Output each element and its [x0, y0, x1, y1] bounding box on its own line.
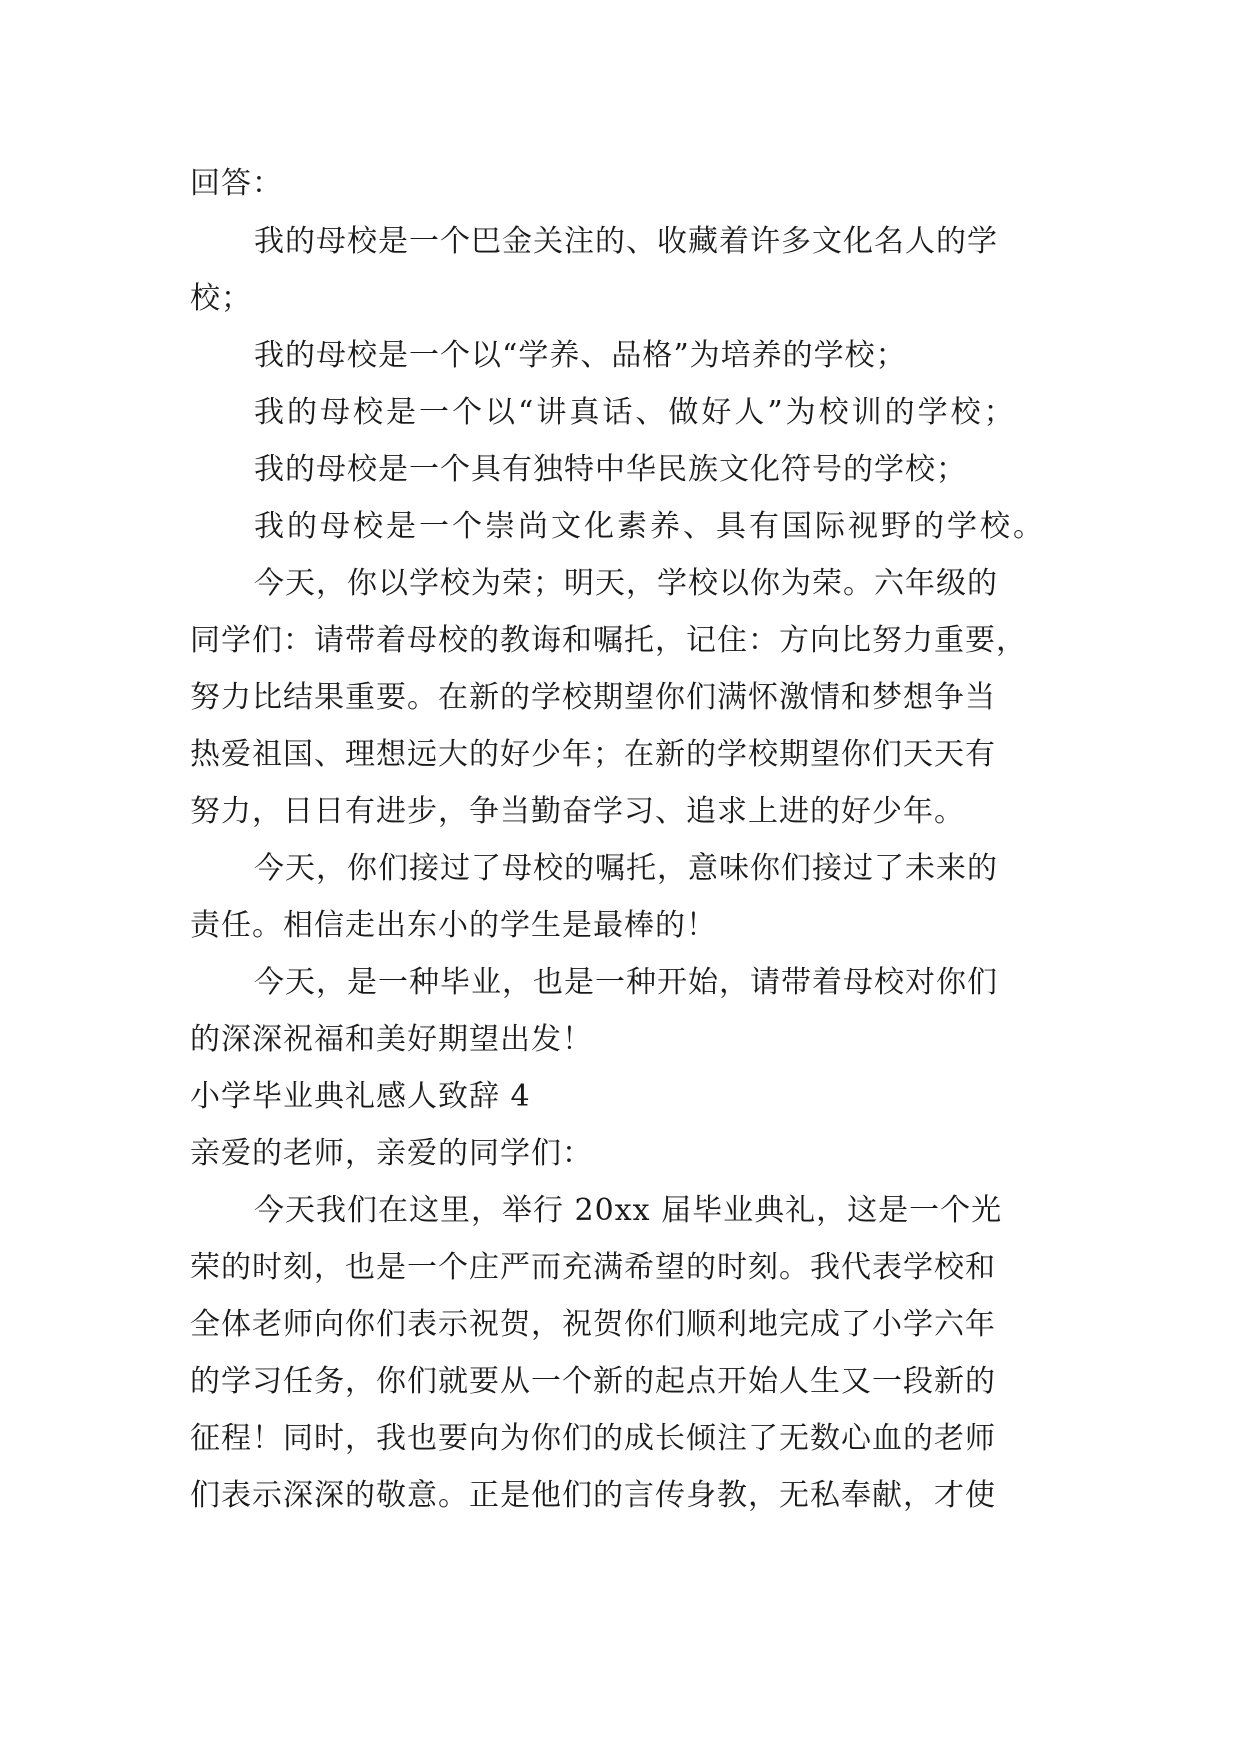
paragraph-line: 努力，日日有进步，争当勤奋学习、追求上进的好少年。 — [190, 794, 965, 829]
paragraph-line: 热爱祖国、理想远大的好少年；在新的学校期望你们天天有 — [190, 737, 996, 772]
paragraph-line: 的学习任务，你们就要从一个新的起点开始人生又一段新的 — [190, 1364, 996, 1399]
paragraph-line: 同学们：请带着母校的教诲和嘱托，记住：方向比努力重要， — [190, 623, 1027, 658]
paragraph-line: 全体老师向你们表示祝贺，祝贺你们顺利地完成了小学六年 — [190, 1307, 996, 1342]
paragraph-line: 今天，是一种毕业，也是一种开始，请带着母校对你们 — [254, 965, 998, 1000]
paragraph-line: 我的母校是一个巴金关注的、收藏着许多文化名人的学 — [254, 224, 998, 259]
paragraph-line: 我的母校是一个崇尚文化素养、具有国际视野的学校。 — [254, 509, 1046, 544]
paragraph-line: 今天，你以学校为荣；明天，学校以你为荣。六年级的 — [254, 566, 998, 601]
paragraph-line: 征程！同时，我也要向为你们的成长倾注了无数心血的老师 — [190, 1421, 996, 1456]
paragraph-line: 校； — [190, 281, 252, 316]
paragraph-line: 我的母校是一个以“学养、品格”为培养的学校； — [254, 338, 907, 373]
paragraph-line: 努力比结果重要。在新的学校期望你们满怀激情和梦想争当 — [190, 680, 996, 715]
paragraph-line: 我的母校是一个具有独特中华民族文化符号的学校； — [254, 452, 967, 487]
paragraph-line: 今天，你们接过了母校的嘱托，意味你们接过了未来的 — [254, 851, 998, 886]
paragraph-line: 荣的时刻，也是一个庄严而充满希望的时刻。我代表学校和 — [190, 1250, 996, 1285]
answer-label: 回答： — [190, 166, 283, 201]
paragraph-line: 的深深祝福和美好期望出发！ — [190, 1022, 593, 1057]
paragraph-line: 我的母校是一个以“讲真话、做好人”为校训的学校； — [254, 395, 1017, 430]
paragraph-line: 责任。相信走出东小的学生是最棒的！ — [190, 908, 717, 943]
paragraph-line: 们表示深深的敬意。正是他们的言传身教，无私奉献，才使 — [190, 1478, 996, 1513]
section-heading: 小学毕业典礼感人致辞 4 — [190, 1079, 531, 1114]
paragraph-line: 今天我们在这里，举行 20xx 届毕业典礼，这是一个光 — [254, 1193, 1003, 1228]
salutation: 亲爱的老师，亲爱的同学们： — [190, 1136, 593, 1171]
